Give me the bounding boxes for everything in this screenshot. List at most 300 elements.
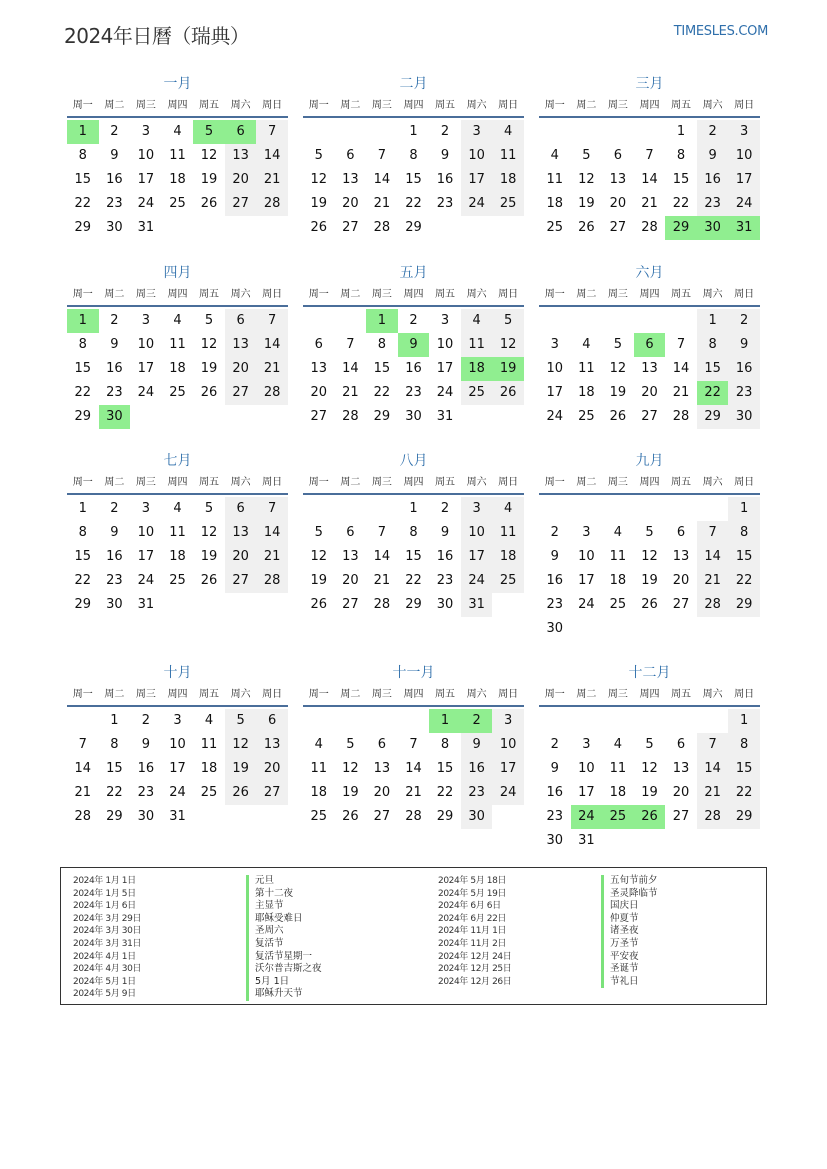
day-cell: 6 xyxy=(676,737,686,752)
legend-date: 2024年 3月 30日 xyxy=(73,926,142,937)
weekday-label: 周一 xyxy=(544,289,565,300)
blank-cell xyxy=(602,709,634,733)
month-title: 十月 xyxy=(163,665,192,681)
weekday-label: 周三 xyxy=(371,689,392,700)
blank-cell xyxy=(602,309,634,333)
blank-cell xyxy=(665,709,697,733)
day-cell: 20 xyxy=(609,196,627,211)
day-cell: 20 xyxy=(256,757,288,781)
day-cell: 13 xyxy=(225,521,257,545)
day-cell: 14 xyxy=(672,361,690,376)
weekday-label: 周五 xyxy=(199,100,220,111)
day-cell: 24 xyxy=(137,196,155,211)
day-cell: 27 xyxy=(225,381,257,405)
day-cell: 23 xyxy=(461,781,493,805)
legend-name-column xyxy=(601,875,658,988)
holiday-day-cell: 9 xyxy=(398,333,430,357)
day-cell: 7 xyxy=(409,737,418,752)
day-cell: 26 xyxy=(578,220,595,235)
blank-cell xyxy=(335,709,367,733)
day-cell: 8 xyxy=(728,521,760,545)
day-cell: 10 xyxy=(578,761,595,776)
month-title: 十一月 xyxy=(392,665,435,681)
holiday-day-cell: 30 xyxy=(99,405,131,429)
holiday-day-cell: 26 xyxy=(634,805,666,829)
day-cell: 4 xyxy=(173,501,182,516)
weekday-label: 周五 xyxy=(671,477,692,488)
day-cell: 18 xyxy=(200,761,218,776)
day-cell: 16 xyxy=(405,361,422,376)
day-cell: 22 xyxy=(672,196,690,211)
day-cell: 4 xyxy=(461,309,493,333)
day-cell: 9 xyxy=(110,337,119,352)
day-cell: 14 xyxy=(373,549,391,564)
holiday-day-cell: 24 xyxy=(571,805,603,829)
day-cell: 21 xyxy=(672,385,690,400)
day-cell: 20 xyxy=(310,385,328,400)
day-cell: 28 xyxy=(256,192,288,216)
day-cell: 18 xyxy=(169,172,186,187)
day-cell: 16 xyxy=(137,761,155,776)
weekday-label: 周五 xyxy=(199,689,220,700)
day-cell: 12 xyxy=(641,549,658,564)
day-cell: 17 xyxy=(728,168,760,192)
day-cell: 21 xyxy=(405,785,422,800)
legend-date: 2024年 11月 2日 xyxy=(438,938,507,949)
day-cell: 11 xyxy=(310,761,328,776)
day-cell: 16 xyxy=(728,357,760,381)
weekday-label: 周日 xyxy=(734,477,755,488)
weekday-label: 周四 xyxy=(639,289,660,300)
legend-date: 2024年 6月 6日 xyxy=(438,901,501,912)
day-cell: 11 xyxy=(609,549,627,564)
month-8 xyxy=(303,449,524,617)
day-cell: 27 xyxy=(310,409,328,424)
site-link[interactable]: TIMESLES.COM xyxy=(673,24,768,39)
day-cell: 31 xyxy=(578,833,595,848)
weekday-label: 周二 xyxy=(340,100,361,111)
weekday-label: 周六 xyxy=(466,100,487,111)
day-cell: 17 xyxy=(578,573,595,588)
weekday-label: 周三 xyxy=(371,477,392,488)
weekday-label: 周六 xyxy=(702,689,723,700)
day-cell: 22 xyxy=(728,569,760,593)
day-grid xyxy=(539,495,760,641)
day-cell: 19 xyxy=(310,573,328,588)
day-cell: 10 xyxy=(137,337,155,352)
day-cell: 17 xyxy=(137,172,155,187)
month-title: 八月 xyxy=(399,453,428,469)
legend-date: 2024年 12月 26日 xyxy=(438,976,512,987)
day-cell: 17 xyxy=(137,361,155,376)
weekday-label: 周六 xyxy=(230,289,251,300)
weekday-label: 周日 xyxy=(498,689,519,700)
day-cell: 1 xyxy=(697,309,729,333)
day-cell: 16 xyxy=(697,168,729,192)
weekday-label: 周四 xyxy=(403,289,424,300)
day-cell: 29 xyxy=(405,597,422,612)
blank-cell xyxy=(366,709,398,733)
day-cell: 21 xyxy=(342,385,359,400)
day-cell: 24 xyxy=(436,385,454,400)
day-cell: 25 xyxy=(310,809,328,824)
day-cell: 3 xyxy=(173,713,182,728)
day-cell: 25 xyxy=(169,385,186,400)
holiday-day-cell: 30 xyxy=(697,216,729,240)
blank-cell xyxy=(67,709,99,733)
weekday-label: 周二 xyxy=(104,689,125,700)
day-cell: 10 xyxy=(461,144,493,168)
weekday-label: 周三 xyxy=(607,477,628,488)
day-cell: 14 xyxy=(342,361,359,376)
day-cell: 18 xyxy=(578,385,595,400)
weekday-label: 周六 xyxy=(702,100,723,111)
day-cell: 4 xyxy=(582,337,591,352)
day-cell: 21 xyxy=(697,569,729,593)
day-cell: 6 xyxy=(676,525,686,540)
day-grid xyxy=(539,707,760,853)
day-cell: 7 xyxy=(256,120,288,144)
weekday-header xyxy=(539,685,760,707)
weekday-label: 周二 xyxy=(576,477,597,488)
holiday-day-cell: 6 xyxy=(225,120,257,144)
weekday-label: 周日 xyxy=(498,477,519,488)
blank-cell xyxy=(634,497,666,521)
holiday-day-cell: 31 xyxy=(728,216,760,240)
legend-holiday-name: 耶稣升天节 xyxy=(246,988,322,1001)
day-cell: 1 xyxy=(728,709,760,733)
day-cell: 13 xyxy=(641,361,658,376)
day-cell: 29 xyxy=(728,593,760,617)
day-cell: 27 xyxy=(342,597,359,612)
day-cell: 18 xyxy=(609,573,627,588)
weekday-label: 周四 xyxy=(403,689,424,700)
day-cell: 3 xyxy=(141,313,151,328)
month-title: 四月 xyxy=(163,265,192,281)
day-cell: 3 xyxy=(582,525,591,540)
weekday-label: 周二 xyxy=(104,100,125,111)
day-cell: 22 xyxy=(405,196,422,211)
weekday-header xyxy=(303,96,524,118)
day-cell: 31 xyxy=(461,593,493,617)
day-cell: 5 xyxy=(645,737,654,752)
month-1 xyxy=(67,72,288,240)
blank-cell xyxy=(665,497,697,521)
holiday-day-cell: 1 xyxy=(429,709,461,733)
legend-date: 2024年 4月 1日 xyxy=(73,951,136,962)
day-cell: 7 xyxy=(256,309,288,333)
day-cell: 9 xyxy=(550,549,559,564)
day-cell: 2 xyxy=(141,713,151,728)
day-cell: 28 xyxy=(373,220,391,235)
weekday-label: 周日 xyxy=(734,289,755,300)
day-cell: 17 xyxy=(461,168,493,192)
day-cell: 9 xyxy=(141,737,151,752)
weekday-label: 周六 xyxy=(230,689,251,700)
day-cell: 24 xyxy=(728,192,760,216)
day-cell: 12 xyxy=(225,733,257,757)
day-cell: 12 xyxy=(342,761,359,776)
day-cell: 11 xyxy=(169,148,186,163)
day-cell: 8 xyxy=(440,737,450,752)
day-cell: 24 xyxy=(461,192,493,216)
weekday-header xyxy=(67,285,288,307)
day-cell: 25 xyxy=(169,573,186,588)
weekday-label: 周二 xyxy=(340,477,361,488)
day-cell: 6 xyxy=(346,148,355,163)
weekday-header xyxy=(67,685,288,707)
day-cell: 8 xyxy=(78,337,87,352)
holiday-day-cell: 22 xyxy=(697,381,729,405)
day-cell: 20 xyxy=(672,573,690,588)
day-cell: 26 xyxy=(225,781,257,805)
weekday-label: 周三 xyxy=(607,289,628,300)
day-cell: 12 xyxy=(578,172,595,187)
day-cell: 7 xyxy=(78,737,87,752)
day-cell: 6 xyxy=(613,148,623,163)
day-cell: 20 xyxy=(672,785,690,800)
day-cell: 8 xyxy=(728,733,760,757)
day-cell: 14 xyxy=(373,172,391,187)
day-cell: 12 xyxy=(609,361,627,376)
day-cell: 16 xyxy=(106,172,123,187)
day-cell: 6 xyxy=(225,309,257,333)
legend-holiday-name: 5月 1日 xyxy=(246,976,322,989)
blank-cell xyxy=(571,709,603,733)
day-cell: 10 xyxy=(137,525,155,540)
day-cell: 20 xyxy=(641,385,658,400)
day-cell: 11 xyxy=(461,333,493,357)
legend-holiday-name: 复活节 xyxy=(246,938,322,951)
day-cell: 28 xyxy=(672,409,690,424)
day-cell: 5 xyxy=(613,337,623,352)
day-cell: 2 xyxy=(697,120,729,144)
day-cell: 21 xyxy=(641,196,658,211)
legend-date: 2024年 3月 31日 xyxy=(73,938,142,949)
day-cell: 3 xyxy=(141,124,151,139)
weekday-label: 周四 xyxy=(639,100,660,111)
day-cell: 5 xyxy=(645,525,654,540)
day-cell: 26 xyxy=(310,597,328,612)
holiday-day-cell: 5 xyxy=(193,120,225,144)
month-title: 七月 xyxy=(163,453,192,469)
month-title: 三月 xyxy=(635,76,664,92)
weekday-label: 周六 xyxy=(230,477,251,488)
day-cell: 15 xyxy=(405,172,422,187)
legend-holiday-name: 耶稣受难日 xyxy=(246,913,322,926)
weekday-label: 周三 xyxy=(371,289,392,300)
legend-date: 2024年 12月 24日 xyxy=(438,951,512,962)
legend-date: 2024年 5月 1日 xyxy=(73,976,136,987)
day-cell: 2 xyxy=(110,501,119,516)
day-cell: 4 xyxy=(173,124,182,139)
legend-holiday-name: 圣周六 xyxy=(246,925,322,938)
day-cell: 14 xyxy=(256,333,288,357)
day-grid xyxy=(303,118,524,240)
day-cell: 18 xyxy=(492,168,524,192)
day-cell: 21 xyxy=(74,785,92,800)
day-cell: 31 xyxy=(137,597,155,612)
day-cell: 29 xyxy=(74,409,92,424)
day-cell: 18 xyxy=(609,785,627,800)
day-cell: 8 xyxy=(409,148,418,163)
blank-cell xyxy=(335,309,367,333)
day-cell: 28 xyxy=(74,809,92,824)
day-cell: 26 xyxy=(609,409,627,424)
day-cell: 23 xyxy=(697,192,729,216)
day-cell: 23 xyxy=(137,785,155,800)
day-cell: 26 xyxy=(342,809,359,824)
day-cell: 17 xyxy=(169,761,186,776)
day-cell: 9 xyxy=(550,761,559,776)
day-cell: 28 xyxy=(342,409,359,424)
day-cell: 12 xyxy=(641,761,658,776)
day-cell: 8 xyxy=(676,148,686,163)
blank-cell xyxy=(697,709,729,733)
day-cell: 15 xyxy=(728,545,760,569)
legend-holiday-name: 仲夏节 xyxy=(601,913,658,926)
weekday-label: 周二 xyxy=(104,477,125,488)
day-cell: 26 xyxy=(310,220,328,235)
day-cell: 31 xyxy=(169,809,186,824)
day-cell: 2 xyxy=(550,737,559,752)
weekday-label: 周六 xyxy=(702,289,723,300)
day-cell: 27 xyxy=(256,781,288,805)
day-cell: 20 xyxy=(342,196,359,211)
day-cell: 25 xyxy=(609,597,627,612)
day-cell: 19 xyxy=(578,196,595,211)
day-cell: 3 xyxy=(550,337,559,352)
day-cell: 4 xyxy=(173,313,182,328)
day-cell: 9 xyxy=(110,525,119,540)
day-cell: 13 xyxy=(373,761,391,776)
legend-holiday-name: 节礼日 xyxy=(601,976,658,989)
day-cell: 5 xyxy=(582,148,591,163)
blank-cell xyxy=(634,309,666,333)
day-cell: 16 xyxy=(546,573,564,588)
day-cell: 29 xyxy=(106,809,123,824)
month-7 xyxy=(67,449,288,617)
weekday-label: 周四 xyxy=(167,689,188,700)
day-grid xyxy=(303,495,524,617)
day-cell: 9 xyxy=(110,148,119,163)
blank-cell xyxy=(539,709,571,733)
weekday-label: 周五 xyxy=(435,689,456,700)
day-cell: 13 xyxy=(672,549,690,564)
day-cell: 12 xyxy=(200,525,218,540)
day-cell: 21 xyxy=(256,545,288,569)
weekday-header xyxy=(303,285,524,307)
day-cell: 11 xyxy=(609,761,627,776)
weekday-label: 周五 xyxy=(671,289,692,300)
weekday-label: 周一 xyxy=(308,100,329,111)
day-cell: 21 xyxy=(697,781,729,805)
holiday-day-cell: 19 xyxy=(492,357,524,381)
day-cell: 7 xyxy=(346,337,355,352)
day-cell: 28 xyxy=(641,220,658,235)
day-cell: 2 xyxy=(550,525,559,540)
weekday-label: 周二 xyxy=(340,689,361,700)
day-cell: 30 xyxy=(137,809,155,824)
day-cell: 9 xyxy=(728,333,760,357)
holiday-legend xyxy=(60,867,767,1005)
day-cell: 17 xyxy=(492,757,524,781)
day-cell: 29 xyxy=(74,220,92,235)
day-cell: 3 xyxy=(492,709,524,733)
blank-cell xyxy=(303,309,335,333)
day-cell: 29 xyxy=(697,405,729,429)
day-cell: 7 xyxy=(676,337,686,352)
holiday-day-cell: 25 xyxy=(602,805,634,829)
blank-cell xyxy=(303,709,335,733)
day-cell: 15 xyxy=(697,357,729,381)
day-cell: 23 xyxy=(546,809,564,824)
legend-holiday-name: 元旦 xyxy=(246,875,322,888)
day-cell: 22 xyxy=(405,573,422,588)
day-cell: 13 xyxy=(225,144,257,168)
day-cell: 13 xyxy=(225,333,257,357)
day-cell: 10 xyxy=(492,733,524,757)
legend-holiday-name: 国庆日 xyxy=(601,900,658,913)
blank-cell xyxy=(303,120,335,144)
day-cell: 22 xyxy=(74,385,92,400)
day-cell: 30 xyxy=(546,833,564,848)
legend-date: 2024年 12月 25日 xyxy=(438,964,512,975)
day-cell: 24 xyxy=(169,785,186,800)
day-cell: 2 xyxy=(110,124,119,139)
day-cell: 27 xyxy=(225,192,257,216)
day-cell: 25 xyxy=(169,196,186,211)
day-cell: 8 xyxy=(78,148,87,163)
day-cell: 2 xyxy=(440,501,450,516)
legend-date: 2024年 1月 6日 xyxy=(73,901,136,912)
weekday-label: 周六 xyxy=(702,477,723,488)
month-11 xyxy=(303,661,524,829)
legend-date: 2024年 5月 19日 xyxy=(438,888,507,899)
weekday-label: 周日 xyxy=(262,689,283,700)
day-cell: 7 xyxy=(377,148,387,163)
day-cell: 19 xyxy=(641,785,658,800)
weekday-label: 周日 xyxy=(734,689,755,700)
weekday-label: 周一 xyxy=(308,689,329,700)
day-cell: 6 xyxy=(377,737,387,752)
day-cell: 18 xyxy=(546,196,564,211)
day-cell: 11 xyxy=(546,172,564,187)
day-cell: 16 xyxy=(436,549,454,564)
day-cell: 27 xyxy=(609,220,627,235)
day-cell: 30 xyxy=(106,597,123,612)
weekday-label: 周五 xyxy=(435,477,456,488)
day-cell: 7 xyxy=(645,148,654,163)
day-cell: 23 xyxy=(436,573,454,588)
day-cell: 14 xyxy=(697,545,729,569)
holiday-day-cell: 6 xyxy=(634,333,666,357)
blank-cell xyxy=(366,497,398,521)
day-cell: 3 xyxy=(582,737,591,752)
blank-cell xyxy=(571,497,603,521)
day-cell: 15 xyxy=(405,549,422,564)
day-cell: 24 xyxy=(137,385,155,400)
weekday-label: 周四 xyxy=(639,689,660,700)
day-cell: 15 xyxy=(672,172,690,187)
weekday-label: 周日 xyxy=(734,100,755,111)
day-cell: 15 xyxy=(728,757,760,781)
day-cell: 29 xyxy=(728,805,760,829)
day-cell: 24 xyxy=(461,569,493,593)
day-cell: 4 xyxy=(613,525,623,540)
weekday-header xyxy=(303,473,524,495)
day-cell: 9 xyxy=(440,148,450,163)
